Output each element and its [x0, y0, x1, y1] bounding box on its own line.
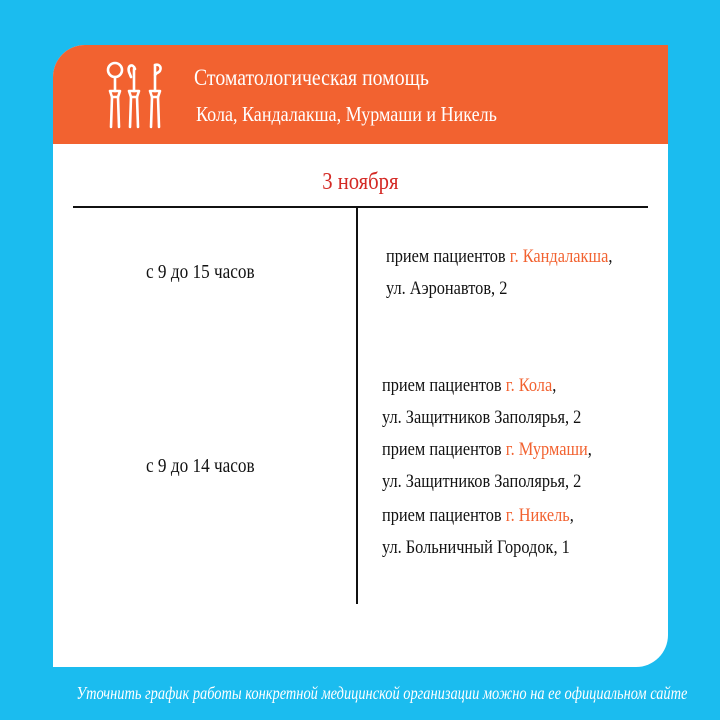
- table-divider-horizontal: [73, 206, 648, 208]
- entry-kandalaksha: прием пациентов г. Кандалакша, ул. Аэронавтов, 2: [386, 241, 612, 305]
- schedule-card: [53, 45, 668, 667]
- header-title: Стоматологическая помощь: [194, 65, 429, 90]
- footer-note: Уточнить график работы конкретной медицинской организации можно на ее официальном сайте: [76, 683, 688, 703]
- time-slot-1: с 9 до 15 часов: [146, 261, 255, 283]
- table-divider-vertical: [356, 206, 358, 604]
- city-name: г. Никель: [505, 505, 570, 526]
- city-name: г. Кола: [505, 375, 553, 396]
- time-slot-2: с 9 до 14 часов: [146, 455, 255, 477]
- address: ул. Больничный Городок, 1: [382, 537, 570, 558]
- header-subtitle: Кола, Кандалакша, Мурмаши и Никель: [196, 102, 497, 126]
- address: ул. Защитников Заполярья, 2: [382, 407, 582, 428]
- address: ул. Защитников Заполярья, 2: [382, 471, 582, 492]
- address: ул. Аэронавтов, 2: [386, 278, 508, 299]
- dental-tools-icon: [105, 61, 167, 129]
- city-name: г. Мурмаши: [505, 439, 588, 460]
- city-name: г. Кандалакша: [509, 246, 609, 267]
- schedule-date: 3 ноября: [322, 169, 399, 195]
- entry-nikel: прием пациентов г. Никель, ул. Больничный Городок, 1: [382, 500, 574, 564]
- header-banner: [53, 45, 668, 144]
- entry-kola: прием пациентов г. Кола, ул. Защитников Заполярья, 2: [382, 370, 581, 434]
- entry-murmashi: прием пациентов г. Мурмаши, ул. Защитников Заполярья, 2: [382, 434, 592, 498]
